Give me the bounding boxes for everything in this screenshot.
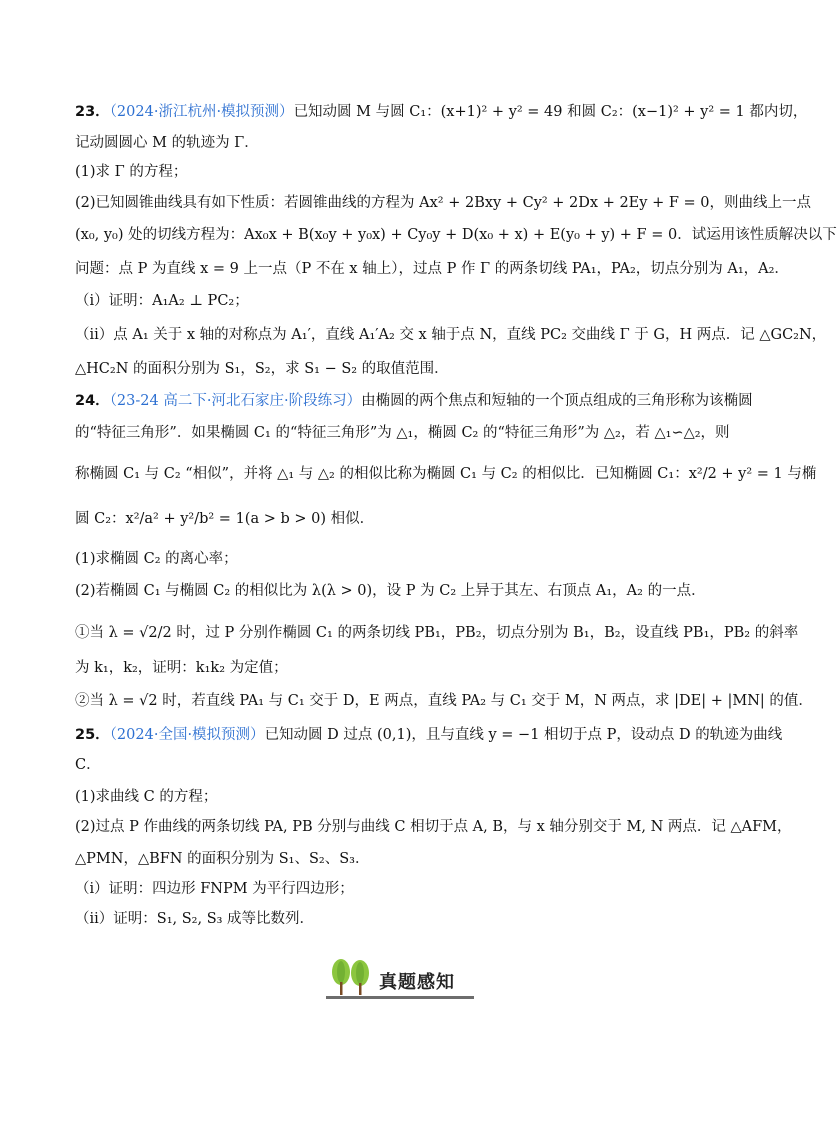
q25-source[interactable]: （2024·全国·模拟预测）	[109, 727, 265, 743]
q25-line-1	[75, 724, 783, 746]
q24-source[interactable]: （23-24 高二下·河北石家庄·阶段练习）	[109, 393, 362, 409]
section-badge	[326, 958, 476, 1002]
q25-number: 25．	[75, 727, 110, 743]
q24-case-1a: ①当 λ = √2/2 时，过 P 分别作椭圆 C₁ 的两条切线 PB₁，PB₂，切点分别为 B₁，B₂，设直线 PB₁，PB₂ 的斜率	[75, 625, 799, 641]
q24-case-1b: 为 k₁，k₂，证明：k₁k₂ 为定值；	[75, 660, 288, 676]
section-title: 真题感知	[379, 972, 455, 993]
q24-case-2: ②当 λ = √2 时，若直线 PA₁ 与 C₁ 交于 D，E 两点，直线 PA₂ 与 C₁ 交于 M，N 两点，求 |DE| + |MN| 的值．	[75, 693, 813, 709]
q23-line-1	[75, 101, 808, 123]
q24-stem-4: 圆 C₂：x²/a² + y²/b² = 1(a > b > 0) 相似．	[75, 511, 375, 527]
tree-icon	[326, 958, 378, 998]
q23-stem-2: 记动圆圆心 M 的轨迹为 Γ．	[75, 135, 259, 151]
q25-part-2b: △PMN，△BFN 的面积分别为 S₁、S₂、S₃．	[75, 851, 370, 867]
q23-part-2c: 问题：点 P 为直线 x = 9 上一点（P 不在 x 轴上），过点 P 作 Γ 的两条切线 PA₁，PA₂，切点分别为 A₁，A₂．	[75, 261, 789, 277]
q25-stem-2: C．	[75, 757, 101, 773]
q23-sub-i: （ⅰ）证明：A₁A₂ ⊥ PC₂；	[75, 293, 249, 309]
section-underline	[326, 996, 474, 999]
q24-stem-1: 由椭圆的两个焦点和短轴的一个顶点组成的三角形称为该椭圆	[361, 393, 753, 409]
q24-part-1: (1)求椭圆 C₂ 的离心率；	[75, 551, 238, 567]
q23-sub-ii-a: （ⅱ）点 A₁ 关于 x 轴的对称点为 A₁′，直线 A₁′A₂ 交 x 轴于点 N，直线 PC₂ 交曲线 Γ 于 G，H 两点．记 △GC₂N，	[75, 327, 827, 343]
q24-line-1	[75, 390, 753, 412]
q23-source[interactable]: （2024·浙江杭州·模拟预测）	[109, 104, 294, 120]
q24-stem-2: 的“特征三角形”．如果椭圆 C₁ 的“特征三角形”为 △₁，椭圆 C₂ 的“特征三角形”为 △₂，若 △₁∽△₂，则	[75, 425, 730, 441]
q23-part-1: (1)求 Γ 的方程；	[75, 164, 188, 180]
q23-number: 23．	[75, 104, 110, 120]
q25-stem-1: 已知动圆 D 过点 (0,1)，且与直线 y = −1 相切于点 P，设动点 D 的轨迹为曲线	[264, 727, 783, 743]
q25-part-2a: (2)过点 P 作曲线的两条切线 PA, PB 分别与曲线 C 相切于点 A, B，与 x 轴分别交于 M, N 两点．记 △AFM，	[75, 819, 792, 835]
q24-number: 24．	[75, 393, 110, 409]
q25-sub-i: （i）证明：四边形 FNPM 为平行四边形；	[75, 881, 354, 897]
q23-sub-ii-b: △HC₂N 的面积分别为 S₁，S₂，求 S₁ − S₂ 的取值范围．	[75, 361, 449, 377]
q23-part-2b: (x₀, y₀) 处的切线方程为：Ax₀x + B(x₀y + y₀x) + Cy₀y + D(x₀ + x) + E(y₀ + y) + F = 0．试运用该性质解决以下	[75, 227, 837, 243]
q25-sub-ii: （ii）证明：S₁, S₂, S₃ 成等比数列．	[75, 911, 315, 927]
q25-part-1: (1)求曲线 C 的方程；	[75, 789, 218, 805]
q24-part-2: (2)若椭圆 C₁ 与椭圆 C₂ 的相似比为 λ(λ > 0)，设 P 为 C₂ 上异于其左、右顶点 A₁，A₂ 的一点．	[75, 583, 706, 599]
q23-stem-1: 已知动圆 M 与圆 C₁：(x+1)² + y² = 49 和圆 C₂：(x−1)² + y² = 1 都内切，	[293, 104, 808, 120]
q23-part-2a: (2)已知圆锥曲线具有如下性质：若圆锥曲线的方程为 Ax² + 2Bxy + Cy² + 2Dx + 2Ey + F = 0，则曲线上一点	[75, 195, 811, 211]
q24-stem-3: 称椭圆 C₁ 与 C₂ “相似”，并将 △₁ 与 △₂ 的相似比称为椭圆 C₁ 与 C₂ 的相似比．已知椭圆 C₁：x²/2 + y² = 1 与椭	[75, 466, 817, 482]
